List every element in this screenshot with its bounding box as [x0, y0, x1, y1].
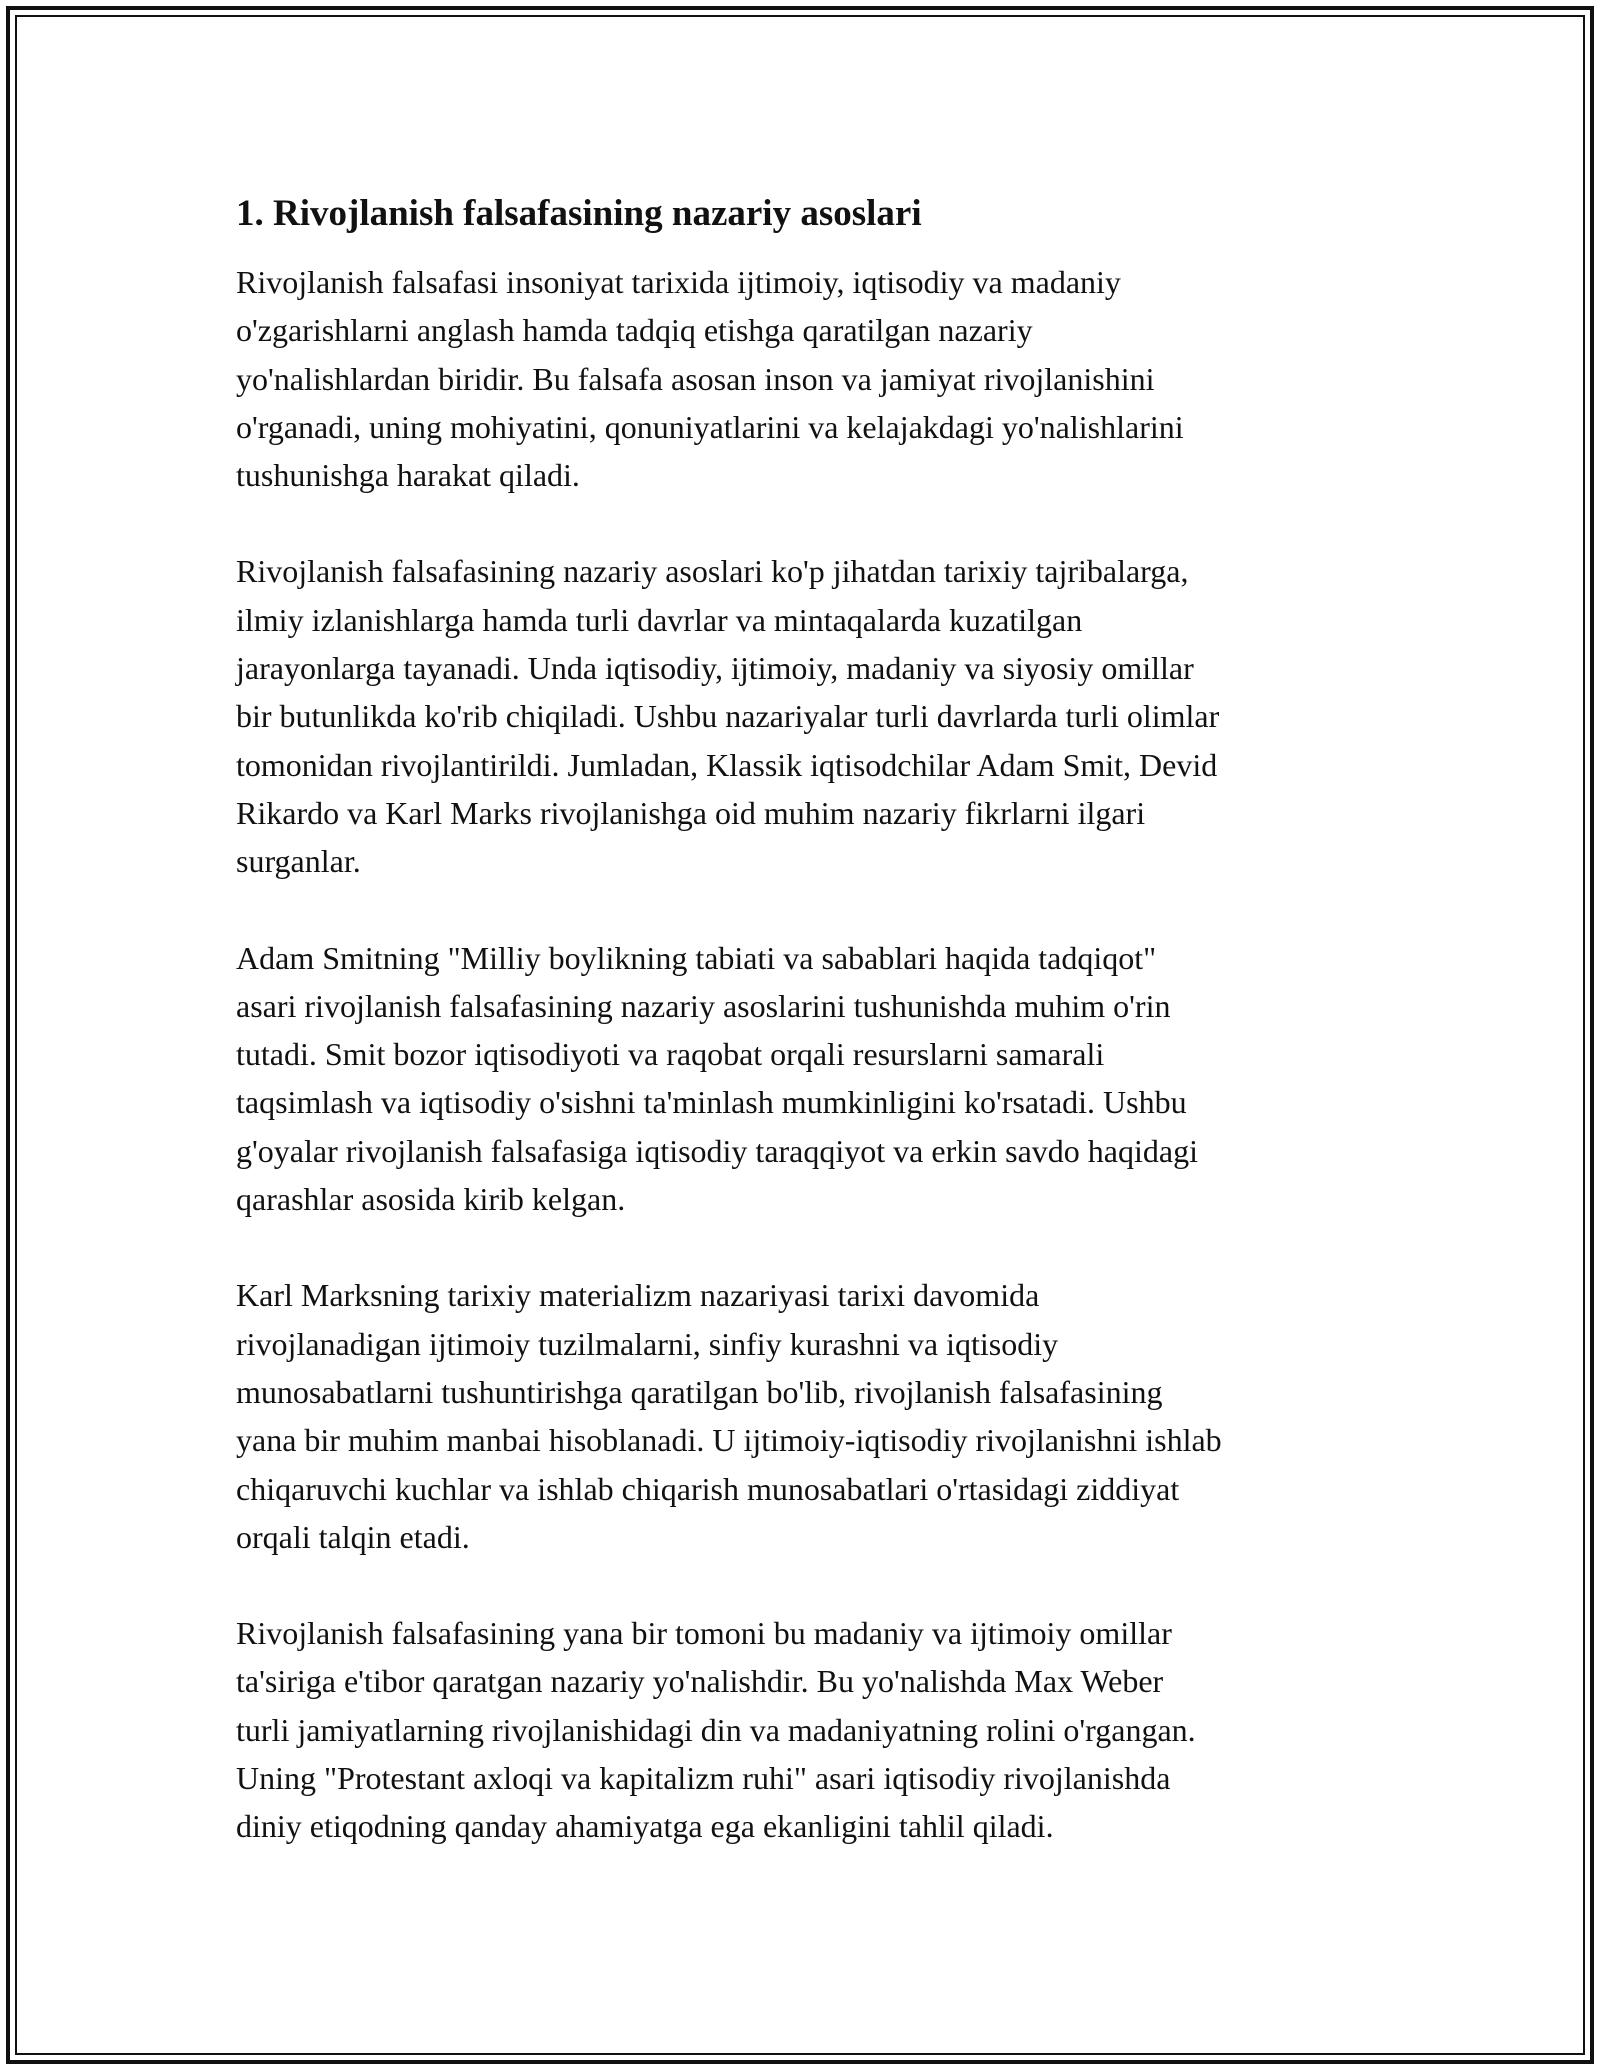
text-line: ilmiy izlanishlarga hamda turli davrlar va mintaqalarda kuzatilgan [236, 601, 1083, 638]
document-body [236, 188, 1376, 1899]
text-line: chiqaruvchi kuchlar va ishlab chiqarish munosabatlari o'rtasidagi ziddiyat [236, 1470, 1180, 1507]
text-line: diniy etiqodning qanday ahamiyatga ega ekanligini tahlil qiladi. [236, 1808, 1054, 1845]
paragraph-3 [236, 934, 1376, 1224]
text-line: rivojlanadigan ijtimoiy tuzilmalarni, sinfiy kurashni va iqtisodiy [236, 1325, 1059, 1362]
text-line: asari rivojlanish falsafasining nazariy asoslarini tushunishda muhim o'rin [236, 987, 1171, 1024]
section-heading: 1. Rivojlanish falsafasining nazariy asoslari [236, 193, 922, 234]
text-line: jarayonlarga tayanadi. Unda iqtisodiy, ijtimoiy, madaniy va siyosiy omillar [236, 650, 1194, 687]
text-line: Rivojlanish falsafasi insoniyat tarixida ijtimoiy, iqtisodiy va madaniy [236, 264, 1121, 300]
text-line: yana bir muhim manbai hisoblanadi. U ijtimoiy-iqtisodiy rivojlanishni ishlab [236, 1422, 1222, 1459]
text-line: turli jamiyatlarning rivojlanishidagi din va madaniyatning rolini o'rgangan. [236, 1711, 1196, 1748]
text-line: tutadi. Smit bozor iqtisodiyoti va raqobat orqali resurslarni samarali [236, 1036, 1105, 1073]
text-line: Rikardo va Karl Marks rivojlanishga oid muhim nazariy fikrlarni ilgari [236, 794, 1146, 831]
paragraph-1 [236, 258, 1376, 499]
text-line: Rivojlanish falsafasining nazariy asoslari ko'p jihatdan tarixiy tajribalarga, [236, 553, 1189, 590]
text-line: bir butunlikda ko'rib chiqiladi. Ushbu nazariyalar turli davrlarda turli olimlar [236, 698, 1220, 735]
paragraph-4 [236, 1271, 1376, 1561]
text-line: qarashlar asosida kirib kelgan. [236, 1181, 626, 1218]
text-line: yo'nalishlardan biridir. Bu falsafa asosan inson va jamiyat rivojlanishini [236, 360, 1155, 397]
text-line: g'oyalar rivojlanish falsafasiga iqtisodiy taraqqiyot va erkin savdo haqidagi [236, 1132, 1198, 1169]
text-line: surganlar. [236, 843, 361, 880]
text-line: taqsimlash va iqtisodiy o'sishni ta'minlash mumkinligini ko'rsatadi. Ushbu [236, 1084, 1187, 1121]
text-line: o'zgarishlarni anglash hamda tadqiq etishga qaratilgan nazariy [236, 312, 1033, 349]
text-line: Karl Marksning tarixiy materializm nazariyasi tarixi davomida [236, 1277, 1040, 1314]
text-line: orqali talqin etadi. [236, 1518, 470, 1555]
text-line: Adam Smitning "Milliy boylikning tabiati va sabablari haqida tadqiqot" [236, 939, 1157, 976]
text-line: tushunishga harakat qiladi. [236, 457, 580, 494]
text-line: munosabatlarni tushuntirishga qaratilgan bo'lib, rivojlanish falsafasining [236, 1373, 1163, 1410]
text-line: ta'siriga e'tibor qaratgan nazariy yo'nalishdir. Bu yo'nalishda Max Weber [236, 1663, 1164, 1700]
text-line: Uning "Protestant axloqi va kapitalizm ruhi" asari iqtisodiy rivojlanishda [236, 1760, 1171, 1797]
paragraph-5 [236, 1609, 1376, 1850]
paragraph-2 [236, 547, 1376, 885]
text-line: tomonidan rivojlantirildi. Jumladan, Klassik iqtisodchilar Adam Smit, Devid [236, 746, 1218, 783]
text-line: Rivojlanish falsafasining yana bir tomoni bu madaniy va ijtimoiy omillar [236, 1615, 1172, 1652]
text-line: o'rganadi, uning mohiyatini, qonuniyatlarini va kelajakdagi yo'nalishlarini [236, 408, 1184, 445]
